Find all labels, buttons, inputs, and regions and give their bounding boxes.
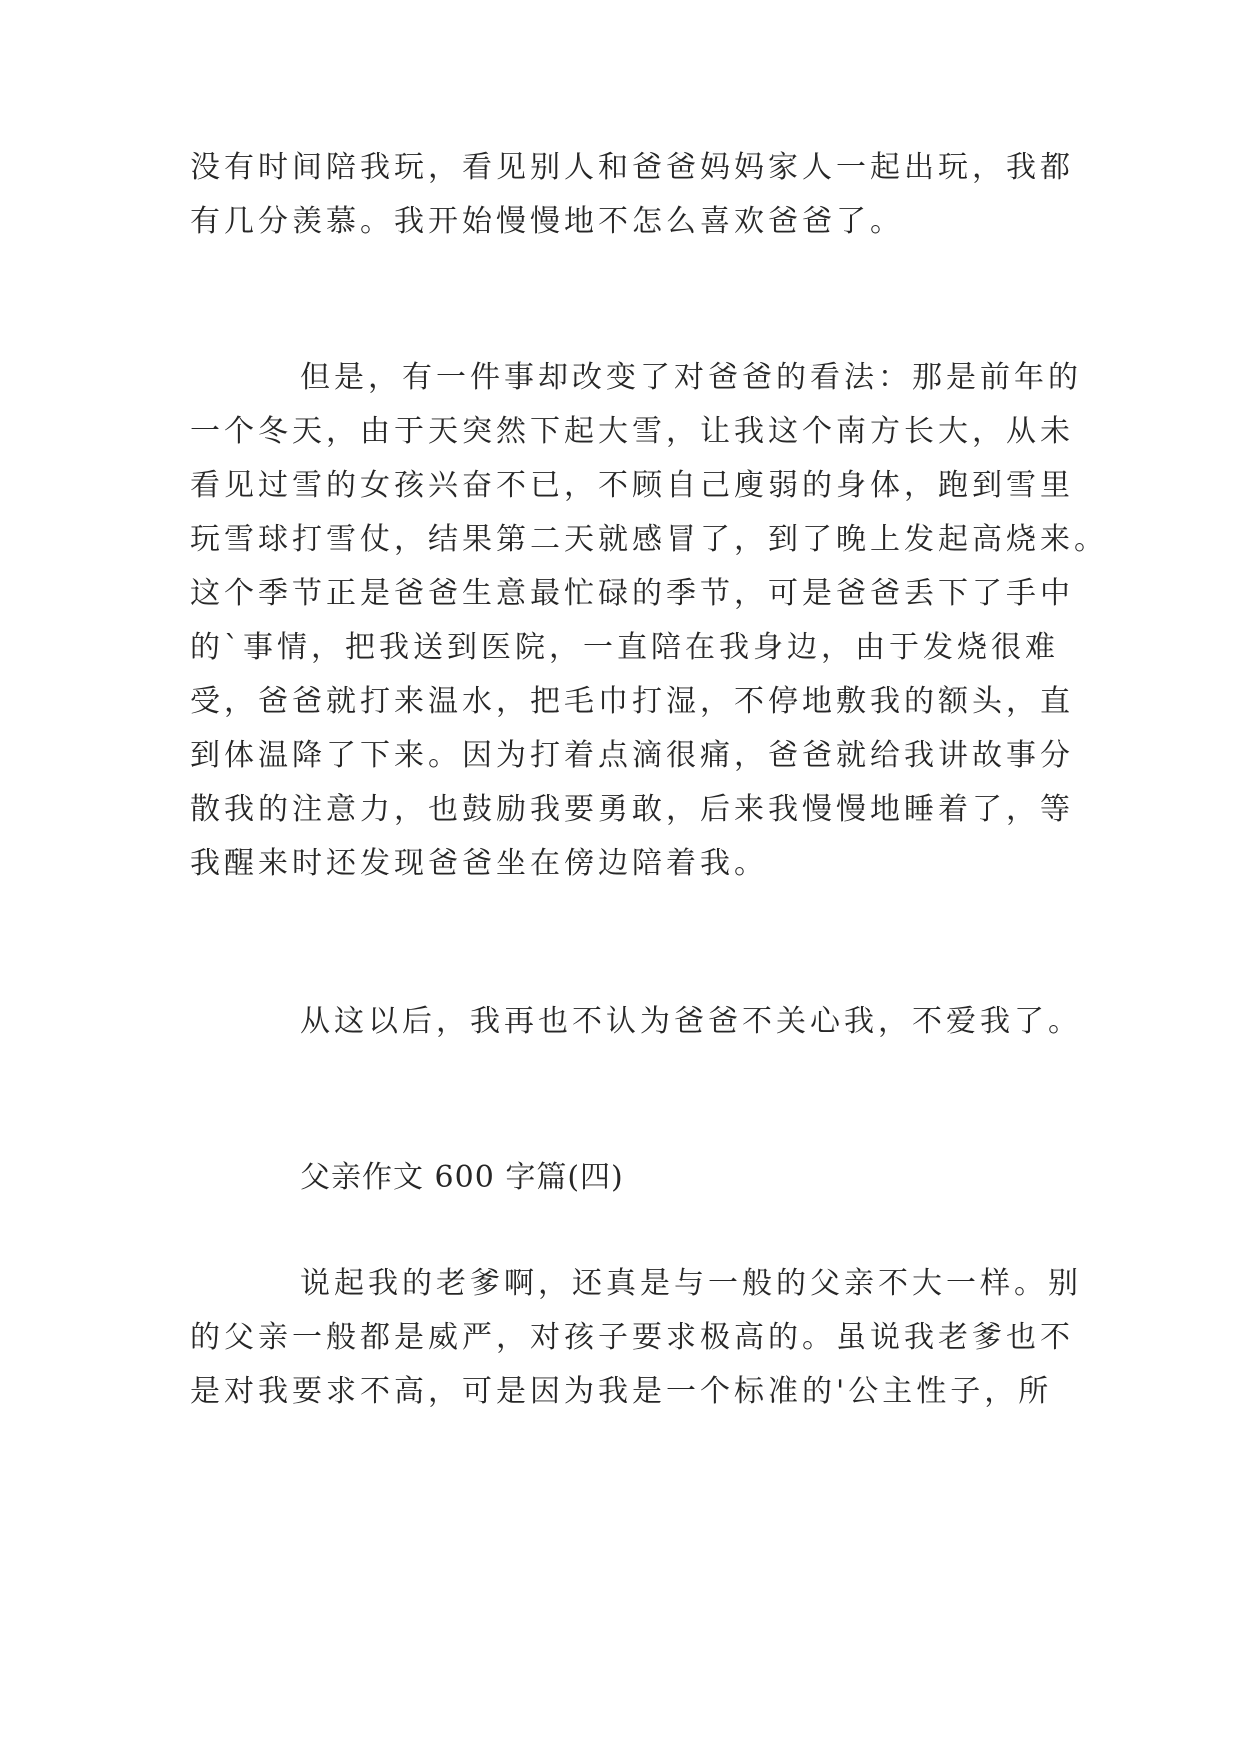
paragraph-2-line-1: 但是，有一件事却改变了对爸爸的看法：那是前年的 (300, 360, 1082, 395)
section-heading: 父亲作文 600 字篇(四) (300, 1160, 624, 1195)
paragraph-4-line-2: 的父亲一般都是威严，对孩子要求极高的。虽说我老爹也不 (190, 1320, 1074, 1355)
paragraph-4-line-1: 说起我的老爹啊，还真是与一般的父亲不大一样。别 (300, 1266, 1082, 1301)
paragraph-2-line-9: 散我的注意力，也鼓励我要勇敢，后来我慢慢地睡着了，等 (190, 792, 1074, 827)
paragraph-1-line-2: 有几分羡慕。我开始慢慢地不怎么喜欢爸爸了。 (190, 204, 904, 239)
paragraph-2-line-6: 的`事情，把我送到医院，一直陪在我身边，由于发烧很难 (190, 630, 1059, 665)
paragraph-3-line-1: 从这以后，我再也不认为爸爸不关心我，不爱我了。 (300, 1004, 1082, 1039)
paragraph-2-line-7: 受，爸爸就打来温水，把毛巾打湿，不停地敷我的额头，直 (190, 684, 1074, 719)
paragraph-1-line-1: 没有时间陪我玩，看见别人和爸爸妈妈家人一起出玩，我都 (190, 150, 1074, 185)
paragraph-2-line-5: 这个季节正是爸爸生意最忙碌的季节，可是爸爸丢下了手中 (190, 576, 1074, 611)
paragraph-2-line-4: 玩雪球打雪仗，结果第二天就感冒了，到了晚上发起高烧来。 (190, 522, 1108, 557)
paragraph-4-line-3: 是对我要求不高，可是因为我是一个标准的'公主性子，所 (190, 1374, 1053, 1409)
paragraph-2-line-8: 到体温降了下来。因为打着点滴很痛，爸爸就给我讲故事分 (190, 738, 1074, 773)
paragraph-2-line-2: 一个冬天，由于天突然下起大雪，让我这个南方长大，从未 (190, 414, 1074, 449)
paragraph-2-line-10: 我醒来时还发现爸爸坐在傍边陪着我。 (190, 846, 768, 881)
paragraph-2-line-3: 看见过雪的女孩兴奋不已，不顾自己廋弱的身体，跑到雪里 (190, 468, 1074, 503)
